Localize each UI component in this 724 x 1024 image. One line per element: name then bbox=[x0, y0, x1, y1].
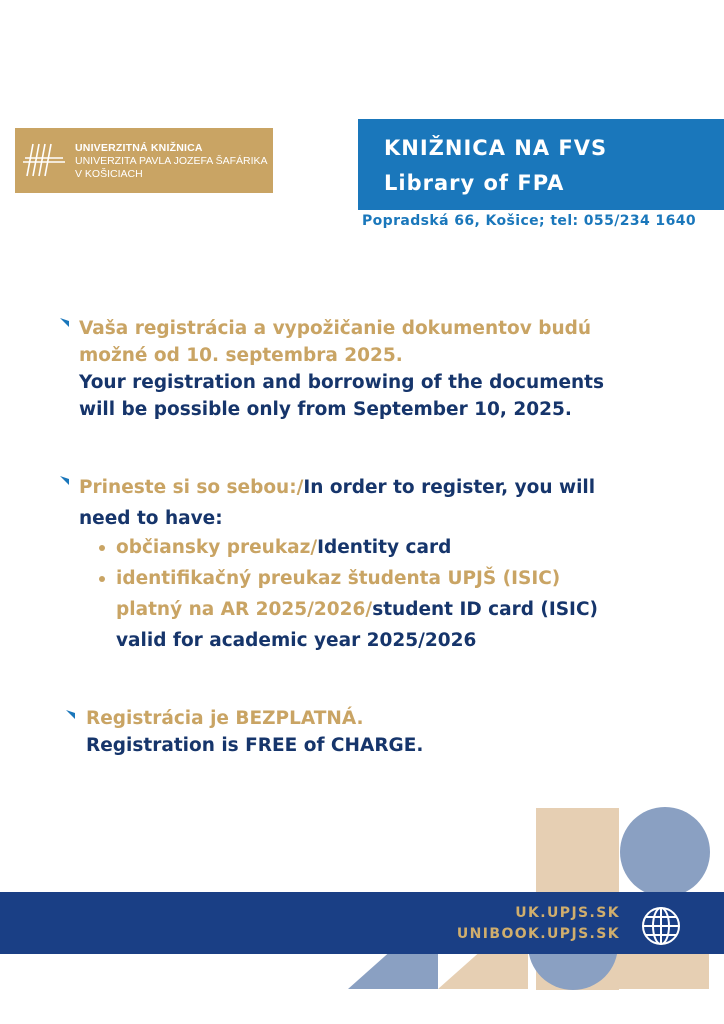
globe-icon bbox=[640, 905, 682, 947]
notice-english-line1: Your registration and borrowing of the documents bbox=[79, 372, 605, 393]
requirement-slovak: občiansky preukaz/ bbox=[116, 537, 318, 558]
requirements-intro-line1 bbox=[79, 474, 595, 501]
requirements-intro-slovak: Prineste si so sebou:/ bbox=[79, 477, 304, 498]
bullet-dot bbox=[99, 576, 105, 582]
section-marker-icon bbox=[60, 318, 69, 327]
requirements-intro-english: In order to register, you will bbox=[303, 477, 596, 498]
notice-slovak-line1: Vaša registrácia a vypožičanie dokumentov budú bbox=[79, 318, 592, 339]
requirement-slovak: platný na AR 2025/2026/ bbox=[116, 599, 373, 620]
requirement-english: Identity card bbox=[317, 537, 452, 558]
notice-slovak-line2: možné od 10. septembra 2025. bbox=[79, 345, 403, 366]
requirement-english: student ID card (ISIC) bbox=[372, 599, 598, 620]
logo-university: UNIVERZITA PAVLA JOZEFA ŠAFÁRIKA bbox=[75, 155, 268, 167]
title-banner bbox=[358, 119, 724, 210]
requirement-item-isic-line2 bbox=[116, 596, 598, 623]
requirement-item-isic-line3: valid for academic year 2025/2026 bbox=[116, 630, 477, 651]
fee-slovak: Registrácia je BEZPLATNÁ. bbox=[86, 708, 364, 729]
notice-english-line2: will be possible only from September 10, 2025. bbox=[79, 399, 572, 420]
logo-title: UNIVERZITNÁ KNIŽNICA bbox=[75, 142, 203, 154]
website-link-unibook[interactable]: UNIBOOK.UPJS.SK bbox=[456, 926, 620, 942]
bullet-dot bbox=[99, 545, 105, 551]
title-english: Library of FPA bbox=[384, 171, 565, 195]
requirement-item-isic-line1: identifikačný preukaz študenta UPJŠ (ISIC) bbox=[116, 568, 561, 589]
logo-city: V KOŠICIACH bbox=[75, 168, 143, 180]
section-marker-icon bbox=[66, 710, 75, 719]
requirements-intro-line2: need to have: bbox=[79, 508, 223, 529]
footer-band bbox=[0, 892, 724, 954]
library-book-icon bbox=[23, 140, 67, 180]
fee-english: Registration is FREE of CHARGE. bbox=[86, 735, 424, 756]
requirement-item-identity-card bbox=[116, 534, 451, 561]
library-logo bbox=[15, 128, 273, 193]
address-line: Popradská 66, Košice; tel: 055/234 1640 bbox=[362, 213, 696, 229]
website-link-uk[interactable]: UK.UPJS.SK bbox=[515, 905, 620, 921]
title-slovak: KNIŽNICA NA FVS bbox=[384, 136, 608, 160]
section-marker-icon bbox=[60, 476, 69, 485]
